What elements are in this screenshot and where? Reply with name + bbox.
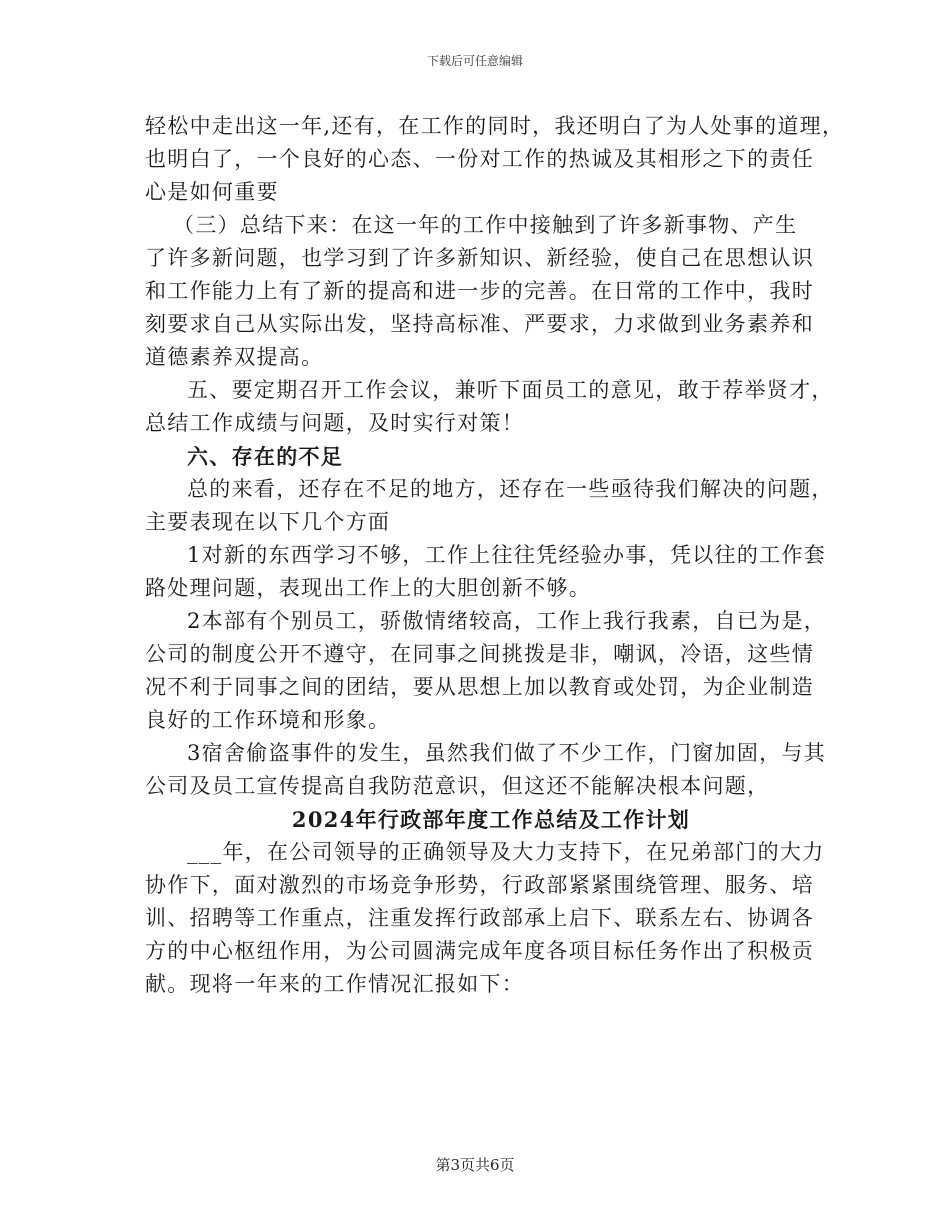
paragraph-line: 五、要定期召开工作会议，兼听下面员工的意见，敢于荐举贤才， bbox=[187, 378, 834, 402]
paragraph-line: 和工作能力上有了新的提高和进一步的完善。在日常的工作中，我时 bbox=[145, 279, 814, 303]
section-heading: 六、存在的不足 bbox=[187, 444, 344, 469]
paragraph-line: 总的来看，还存在不足的地方，还存在一些亟待我们解决的问题， bbox=[187, 477, 834, 501]
paragraph-line: 训、招聘等工作重点，注重发挥行政部承上启下、联系左右、协调各 bbox=[145, 906, 814, 930]
document-title: 2024年行政部年度工作总结及工作计划 bbox=[291, 807, 691, 832]
paragraph-line: 刻要求自己从实际出发，坚持高标准、严要求，力求做到业务素养和 bbox=[145, 312, 814, 336]
paragraph-line: 1对新的东西学习不够，工作上往往凭经验办事，凭以往的工作套 bbox=[187, 543, 827, 567]
paragraph-line: 轻松中走出这一年,还有，在工作的同时，我还明白了为人处事的道理， bbox=[145, 114, 845, 138]
paragraph-line: 公司及员工宣传提高自我防范意识，但这还不能解决根本问题， bbox=[145, 774, 770, 798]
paragraph-line: 方的中心枢纽作用，为公司圆满完成年度各项目标任务作出了积极贡 bbox=[145, 939, 814, 963]
paragraph-line: ___年，在公司领导的正确领导及大力支持下，在兄弟部门的大力 bbox=[187, 840, 825, 864]
paragraph-line: 路处理问题，表现出工作上的大胆创新不够。 bbox=[145, 576, 591, 600]
paragraph-line: 总结工作成绩与问题，及时实行对策！ bbox=[145, 411, 525, 435]
paragraph-line: 道德素养双提高。 bbox=[145, 345, 324, 369]
paragraph-line: 也明白了，一个良好的心态、一份对工作的热诚及其相形之下的责任 bbox=[145, 147, 814, 171]
paragraph-line: 公司的制度公开不遵守，在同事之间挑拨是非，嘲讽，冷语，这些情 bbox=[145, 642, 814, 666]
paragraph-line: 协作下，面对激烈的市场竞争形势，行政部紧紧围绕管理、服务、培 bbox=[145, 873, 814, 897]
document-body bbox=[145, 110, 845, 1001]
paragraph-line: 心是如何重要 bbox=[145, 180, 279, 204]
page-number: 第3页共6页 bbox=[435, 1156, 515, 1174]
paragraph-line: 了许多新问题，也学习到了许多新知识、新经验，使自己在思想认识 bbox=[145, 246, 814, 270]
paragraph-line: 况不利于同事之间的团结，要从思想上加以教育或处罚，为企业制造 bbox=[145, 675, 814, 699]
page-header: 下载后可任意编辑 bbox=[426, 54, 523, 68]
paragraph-line: 3宿舍偷盗事件的发生，虽然我们做了不少工作，门窗加固，与其 bbox=[187, 741, 827, 765]
paragraph-line: 献。现将一年来的工作情况汇报如下： bbox=[145, 972, 525, 996]
paragraph-line: （三）总结下来：在这一年的工作中接触到了许多新事物、产生 bbox=[173, 213, 798, 237]
paragraph-line: 2本部有个别员工，骄傲情绪较高，工作上我行我素，自已为是， bbox=[187, 609, 827, 633]
paragraph-line: 主要表现在以下几个方面 bbox=[145, 510, 391, 534]
paragraph-line: 良好的工作环境和形象。 bbox=[145, 708, 391, 732]
